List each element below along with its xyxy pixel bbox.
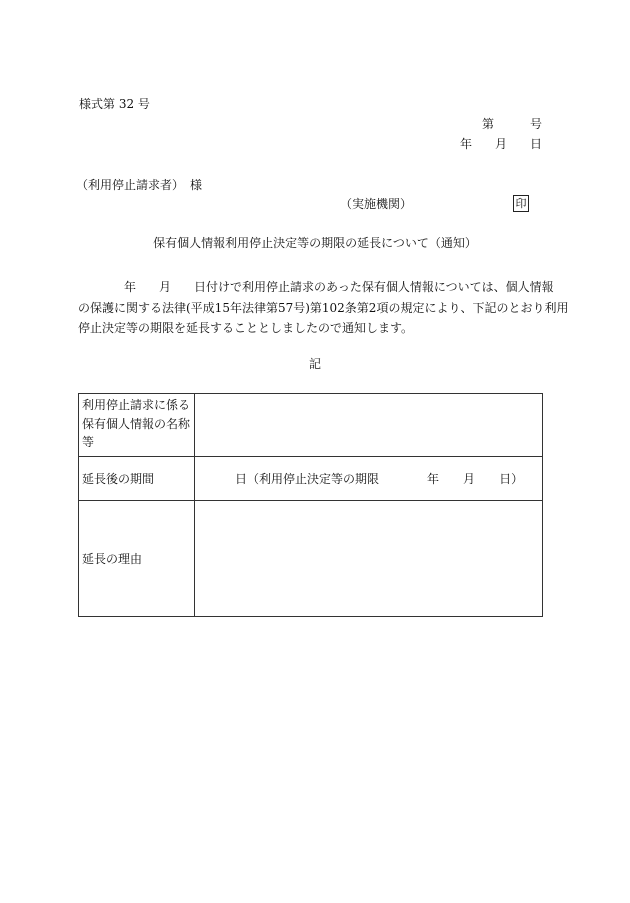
deadline-month: 月	[463, 472, 476, 486]
info-name-value[interactable]	[195, 394, 543, 457]
period-day: 日	[235, 472, 248, 486]
document-date	[460, 137, 542, 151]
doc-number-dai: 第	[482, 117, 495, 131]
body-paragraph	[78, 277, 569, 339]
document-title: 保有個人情報利用停止決定等の期限の延長について（通知）	[153, 236, 477, 250]
extension-table	[78, 393, 543, 617]
date-month: 月	[495, 137, 508, 151]
extension-reason-value[interactable]	[195, 501, 543, 617]
body-line-2: の保護に関する法律(平成15年法律第57号)第102条第2項の規定により、下記のとおり利用	[78, 300, 569, 315]
date-year: 年	[460, 137, 473, 151]
date-day: 日	[530, 137, 543, 151]
table-row	[79, 457, 543, 501]
extension-reason-label: 延長の理由	[79, 501, 195, 617]
document-number	[482, 117, 542, 131]
info-name-label: 利用停止請求に係る 保有個人情報の名称 等	[79, 394, 195, 457]
extension-period-value[interactable]	[195, 457, 543, 501]
table-row	[79, 501, 543, 617]
form-number: 様式第 32 号	[79, 97, 150, 111]
doc-number-go: 号	[530, 117, 543, 131]
deadline-label: （利用停止決定等の期限	[247, 472, 380, 486]
seal-mark: 印	[513, 195, 529, 212]
body-line-1-text: 日付けで利用停止請求のあった保有個人情報については、個人情報	[194, 280, 554, 294]
body-year: 年	[124, 280, 137, 294]
body-month: 月	[159, 280, 172, 294]
deadline-year: 年	[427, 472, 440, 486]
addressee: （利用停止請求者） 様	[76, 178, 203, 192]
issuer-label: （実施機関）	[340, 197, 413, 211]
ki-heading: 記	[308, 357, 321, 371]
extension-period-label: 延長後の期間	[79, 457, 195, 501]
body-line-3: 停止決定等の期限を延長することとしましたので通知します。	[78, 321, 414, 335]
deadline-day: 日）	[499, 472, 524, 486]
body-line-1	[78, 277, 554, 298]
table-row	[79, 394, 543, 457]
